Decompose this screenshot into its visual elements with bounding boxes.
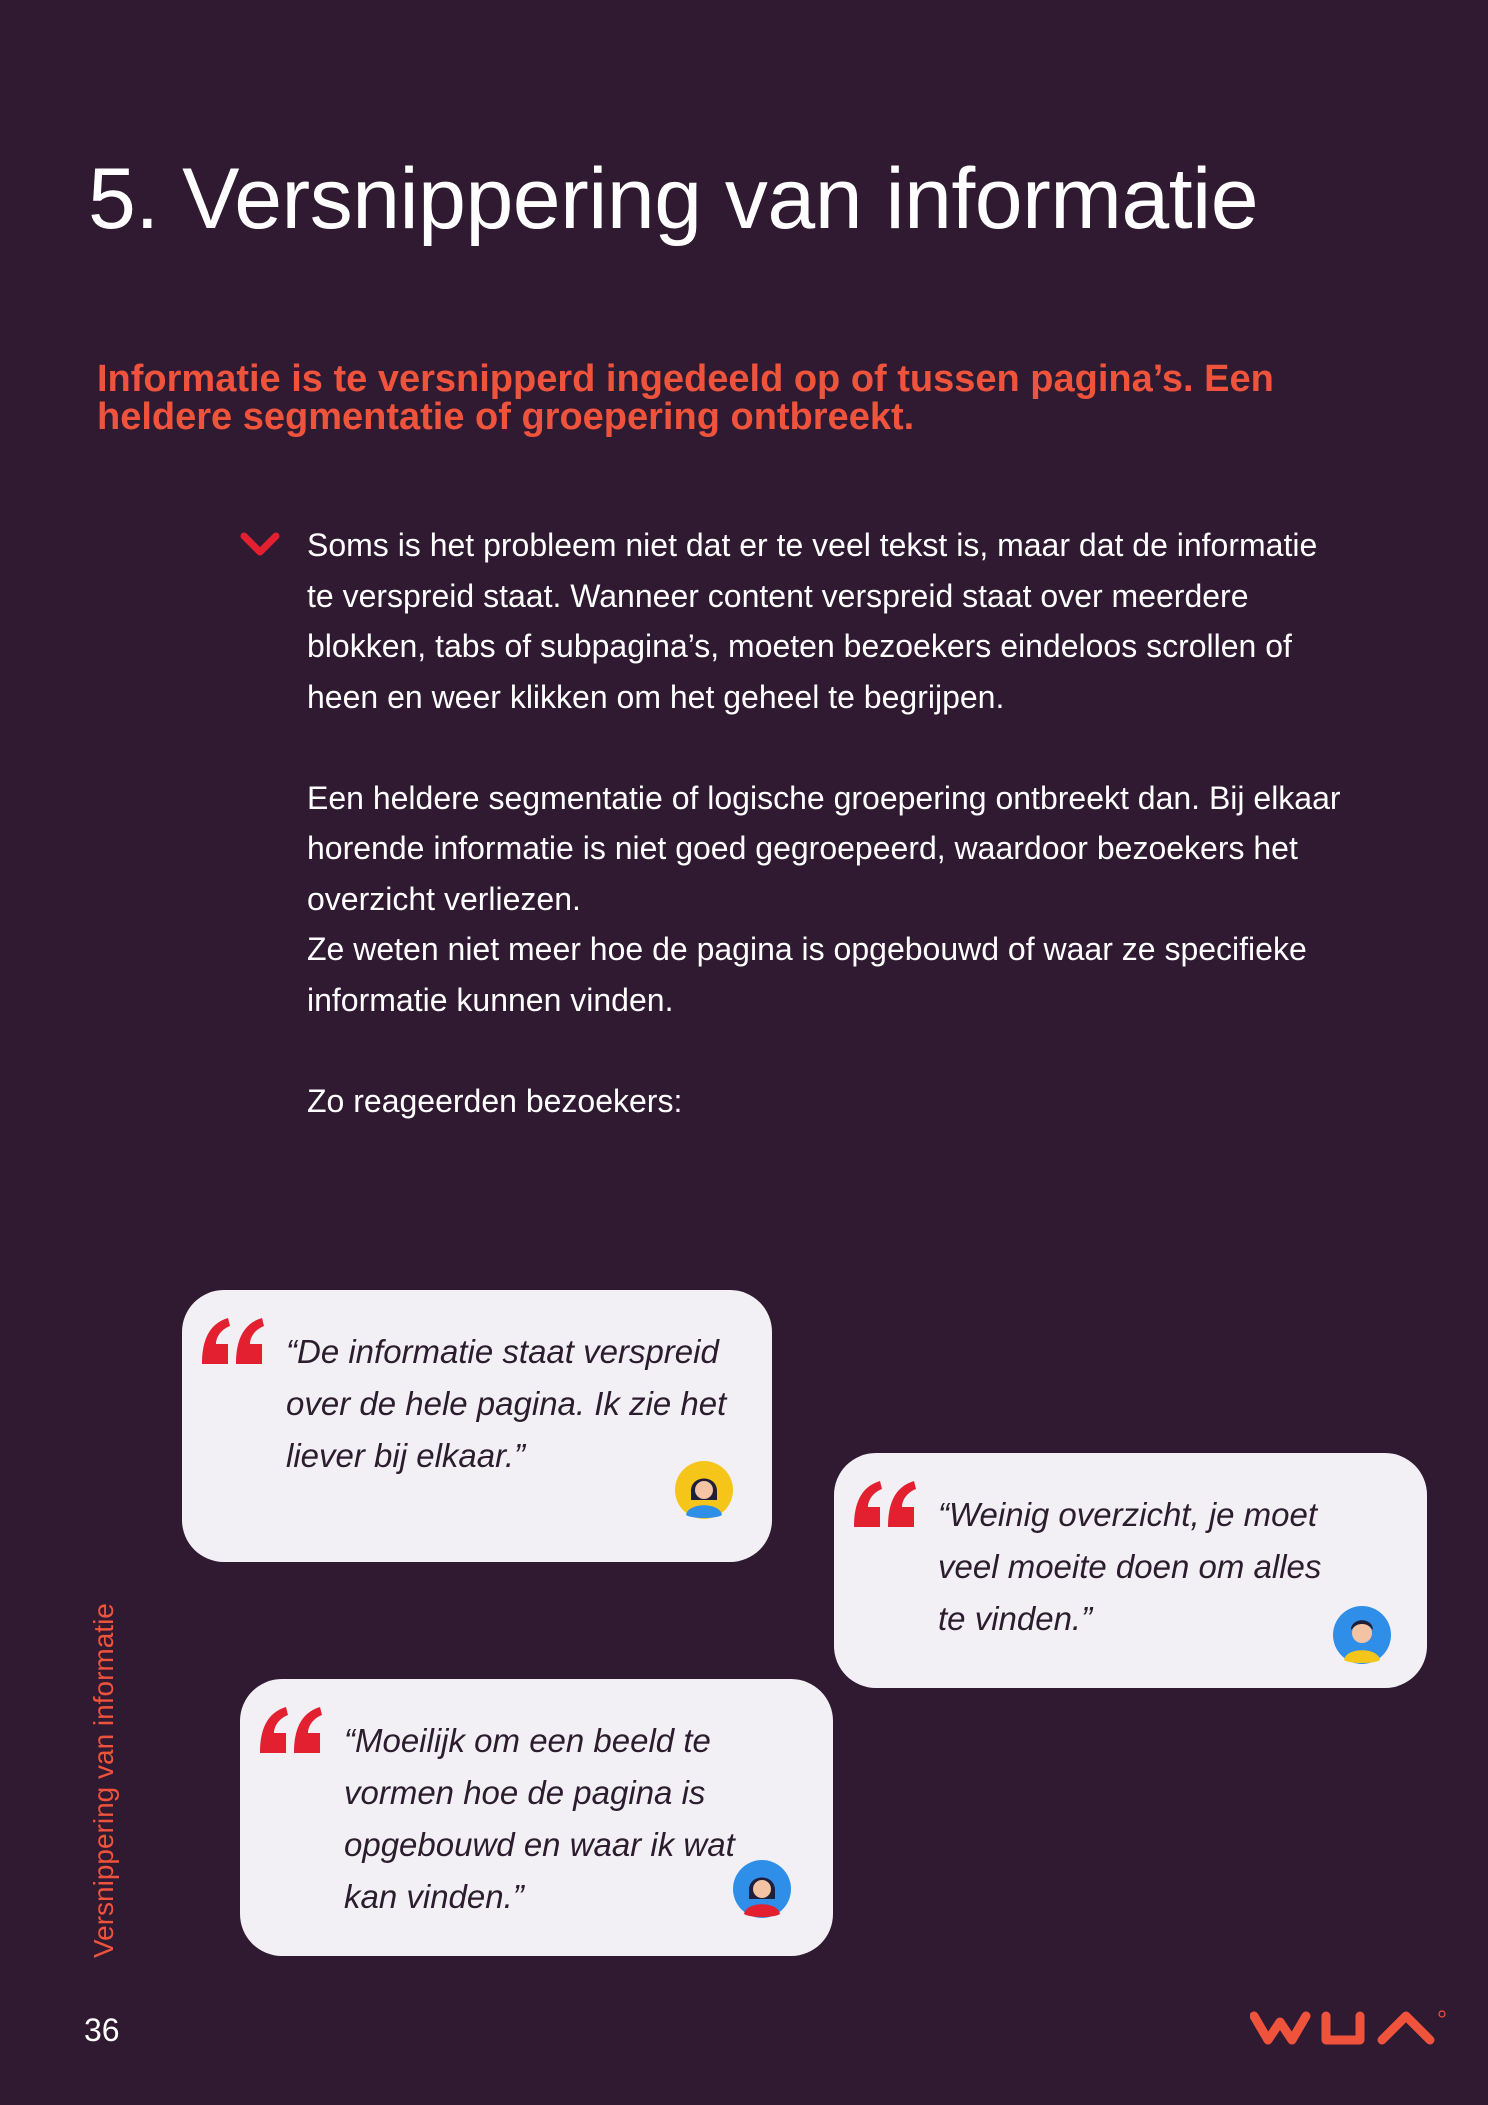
page-title: 5. Versnippering van informatie [88,151,1259,247]
quote-card [240,1679,833,1956]
body-paragraph: Zo reageerden bezoekers: [307,1082,683,1119]
man-avatar-icon [1332,1605,1392,1665]
quote-card [182,1290,772,1562]
quote-mark-icon [850,1477,918,1531]
quote-text: “Weinig overzicht, je moet veel moeite doen om alles te vinden.” [938,1496,1322,1637]
page-subtitle: Informatie is te versnipperd ingedeeld op of tussen pagina’s. Een heldere segmentatie of groepering ontbreekt. [97,358,1274,438]
quote-mark-icon [198,1314,266,1368]
wua-logo [1250,2008,1448,2048]
woman-avatar-icon [674,1460,734,1520]
side-label: Versnippering van informatie [88,1603,119,1958]
body-paragraph: Soms is het probleem niet dat er te veel tekst is, maar dat de informatie te verspreid staat. Wanneer content verspreid staat over meerdere blokken, tabs of subpagina’s, moeten bezoekers eindeloos scrollen of heen en weer klikken om het geheel te begrijpen. [307,527,1318,715]
chevron-down-icon [240,530,280,560]
quote-text: “Moeilijk om een beeld te vormen hoe de pagina is opgebouwd en waar ik wat kan vinden.” [344,1722,735,1915]
page-number: 36 [84,2012,120,2048]
body-paragraph: Een heldere segmentatie of logische groepering ontbreekt dan. Bij elkaar horende informatie is niet goed gegroepeerd, waardoor bezoekers het overzicht verliezen. [307,779,1341,917]
body-paragraph: Ze weten niet meer hoe de pagina is opgebouwd of waar ze specifieke informatie kunnen vinden. [307,931,1307,1018]
quote-mark-icon [256,1703,324,1757]
woman-avatar-icon [732,1859,792,1919]
body-text [307,520,1347,1126]
quote-card [834,1453,1427,1688]
quote-text: “De informatie staat verspreid over de hele pagina. Ik zie het liever bij elkaar.” [286,1333,727,1474]
